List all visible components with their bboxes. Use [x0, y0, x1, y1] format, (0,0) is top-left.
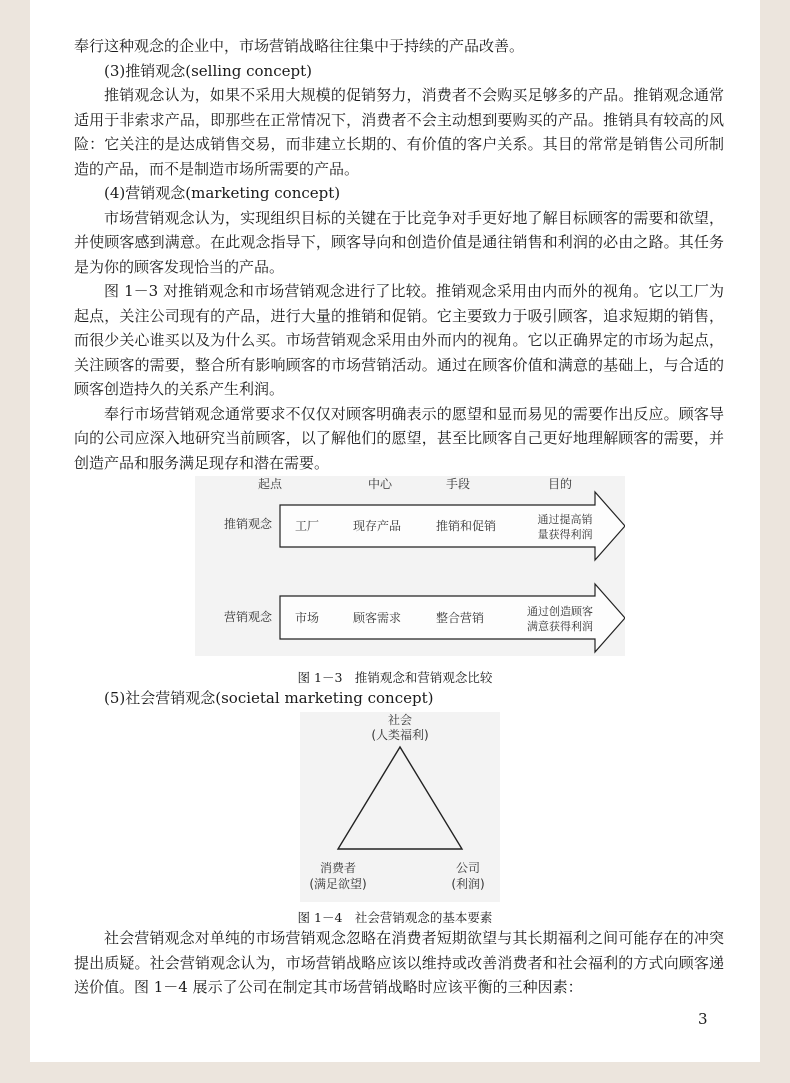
marketing-means: 整合营销	[435, 611, 485, 625]
marketing-start: 市场	[294, 611, 320, 625]
body-text-bottom	[74, 926, 724, 1000]
vertex-society-label: 社会	[387, 713, 413, 727]
heading-selling-concept: (3)推销观念(selling concept)	[104, 61, 312, 80]
heading-5-block	[74, 686, 724, 711]
figure-1-3-diagram	[185, 468, 625, 658]
paragraph-customer-orientation: 奉行市场营销观念通常要求不仅仅对顾客明确表示的愿望和显而易见的需要作出反应。顾客导向的公司应深入地研究当前顾客，以了解他们的愿望，甚至比顾客自己更好地理解顾客的需要，并创造产品和服务满足现存和潜在需要。	[74, 404, 724, 472]
paragraph-figure-1-3-discussion: 图 1－3 对推销观念和市场营销观念进行了比较。推销观念采用由内而外的视角。它以工厂为起点，关注公司现有的产品，进行大量的推销和促销。它主要致力于吸引顾客，追求短期的销售，而很少关心谁买以及为什么买。市场营销观念采用由外而内的视角。它以正确界定的市场为起点，关注顾客的需要，整合所有影响顾客的市场营销活动。通过在顾客价值和满意的基础上，与合适的顾客创造持久的关系产生利润。	[74, 282, 724, 398]
header-start: 起点	[257, 477, 283, 491]
page-number: 3	[698, 1010, 708, 1028]
figure-1-4-diagram	[300, 712, 500, 902]
selling-start: 工厂	[294, 519, 320, 533]
selling-means: 推销和促销	[435, 519, 497, 533]
paragraph-selling-concept: 推销观念认为，如果不采用大规模的促销努力，消费者不会购买足够多的产品。推销观念通常适用于非索求产品，即那些在正常情况下，消费者不会主动想到要购买的产品。推销具有较高的风险：它关注的是达成销售交易，而非建立长期的、有价值的客户关系。其目的常常是销售公司所制造的产品，而不是制造市场所需要的产品。	[74, 86, 724, 178]
figure-1-3-caption: 图 1－3 推销观念和营销观念比较	[297, 670, 493, 685]
paragraph-marketing-concept: 市场营销观念认为，实现组织目标的关键在于比竞争对手更好地了解目标顾客的需要和欲望，并使顾客感到满意。在此观念指导下，顾客导向和创造价值是通往销售和利润的必由之路。其任务是为你的顾客发现恰当的产品。	[74, 208, 724, 276]
row-label-selling: 推销观念	[223, 517, 273, 531]
heading-marketing-concept: (4)营销观念(marketing concept)	[104, 184, 341, 202]
header-end: 目的	[547, 477, 573, 491]
row-label-marketing: 营销观念	[223, 610, 273, 624]
vertex-company-sub: (利润)	[451, 877, 485, 891]
selling-goal-line-2: 量获得利润	[537, 528, 593, 541]
vertex-consumer-label: 消费者	[319, 861, 357, 875]
vertex-society-sub: (人类福利)	[371, 728, 429, 742]
marketing-goal-line-2: 满意获得利润	[527, 620, 593, 633]
body-text-top	[74, 34, 724, 475]
figure-1-4-caption: 图 1－4 社会营销观念的基本要素	[297, 910, 493, 925]
selling-goal-line-1: 通过提高销	[537, 513, 593, 526]
header-focus: 中心	[367, 477, 393, 491]
vertex-company-label: 公司	[455, 861, 481, 875]
marketing-focus: 顾客需求	[352, 611, 402, 625]
paragraph-societal-marketing: 社会营销观念对单纯的市场营销观念忽略在消费者短期欲望与其长期福利之间可能存在的冲突提出质疑。社会营销观念认为，市场营销战略应该以维持或改善消费者和社会福利的方式向顾客递送价值。图 1－4 展示了公司在制定其市场营销战略时应该平衡的三种因素：	[74, 929, 724, 996]
paragraph-continuation: 奉行这种观念的企业中，市场营销战略往往集中于持续的产品改善。	[74, 37, 525, 55]
selling-focus: 现存产品	[352, 519, 402, 533]
marketing-goal-line-1: 通过创造顾客	[527, 605, 593, 618]
header-means: 手段	[445, 477, 471, 491]
heading-societal-marketing: (5)社会营销观念(societal marketing concept)	[104, 689, 434, 707]
vertex-consumer-sub: (满足欲望)	[309, 877, 367, 891]
book-page	[30, 0, 760, 1062]
